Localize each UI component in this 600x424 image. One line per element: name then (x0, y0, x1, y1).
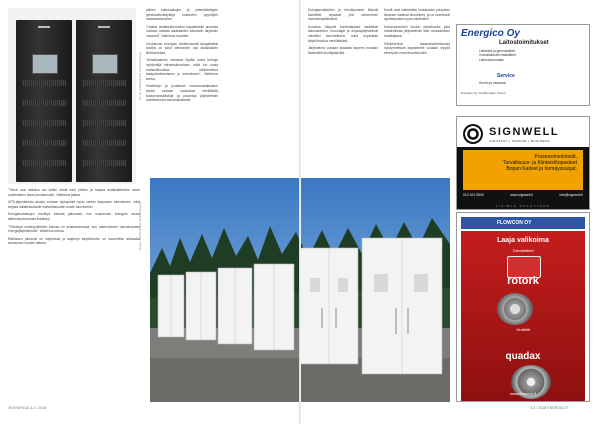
paragraph: Uusiutuvan energian keräämisestä kaupallisiksi tuloiksi on tullut olennainen osa asiakkaiden liiketoimintaa. (146, 41, 218, 55)
signwell-tagline: INDUSTRY | MARINE | BUSINESS (489, 139, 550, 143)
rotork-logo: rotork (507, 275, 539, 287)
signwell-phone[interactable]: 010 321 5500 (463, 193, 484, 197)
paragraph: Sähköverkon tasapainottamisessa hyödynnettävä kapasiteetti voidaan myydä eteenpäin reservimarkkinoille. (384, 41, 450, 55)
copy-line: Bopan Kaiteet ja törmäyssuojat. (506, 166, 577, 173)
server-cabinet (76, 20, 132, 182)
paragraph: Kontit ovat valmistettu kestämään pohjoisen ilmaston vaativat olosuhteet, ja ne soveltuvat sijoitettavaksi myös ulkotiloihin. (384, 8, 450, 22)
signwell-copy (463, 150, 583, 190)
valve-image-icon (497, 293, 533, 325)
paragraph: Kuvassa näkyvät konttiratkaisut sisältävät akkuvaraston, muuntajat ja ohjausjärjestelmät valmiiksi asennettuina, mikä nopeuttaa käyttöönottoa merkittävästi. (308, 24, 378, 43)
paragraph: "Tämä uusi ratkaisu tuo kaikki nämä edut yhteen ja tarjoaa asiakkaillemme aivan uudenlaisen tason joustavuutta", Wahlroos jatkaa. (8, 188, 140, 197)
energico-address: Energico Oy, Teollisuustie, Suomi (461, 91, 506, 95)
energico-service-item: Huolto ja varaosat (479, 81, 506, 85)
copy-line: Prosessimerkinnät, (534, 154, 577, 160)
energico-subtitle: Laitostoimitukset (499, 40, 549, 46)
quadax-logo: quadax (505, 351, 541, 362)
paragraph: Ratkaisun pilotointi on käynnissä ja laajempi käyttöönotto on suunniteltu alkavaksi seuraavan vuoden aikana. (8, 236, 140, 246)
signwell-ad[interactable] (456, 116, 590, 210)
list-item: Laitokset ja generaattorit (479, 49, 516, 53)
paragraph: "Yhteistyö verkkoyhtiöiden kanssa on avainasemassa, kun rakennamme tulevaisuuden energiajärjestelmää", Wahlroos toteaa. (8, 224, 140, 234)
flowcon-logo: FLOWCON OY (497, 220, 532, 226)
paragraph: UPS-järjestelmän akusto voidaan hyödyntää myös verkon taajuuden tukemiseen, mikä tarjoaa datakeskuksille mahdollisuuden uusiin tulovirtoihin. (8, 200, 140, 209)
energico-logo: Energico Oy (461, 28, 520, 39)
copy-line: Turvallisuus- ja Kiinteistöopasteet (502, 160, 577, 167)
paragraph: Energiansäästöön ja tehokkuuteen liittyvät tavoitteet ohjaavat yhä vahvemmin investointipäätöksiä. (308, 8, 378, 22)
flowcon-url[interactable]: www.flowcon.fi (509, 391, 537, 396)
server-cabinets-photo (8, 8, 136, 184)
paragraph: Kokonaisuuteen kuuluu etävalvonta, joka mahdollistaa järjestelmän tilan seuraamisen reaaliajassa. (384, 24, 450, 38)
flowcon-panel (461, 231, 585, 401)
paragraph: "Lisäksi sisäänrakennetun kapasiteetin ansiosta voidaan vastata asiakkaiden kasvaviin tarpeisiin nopeasti", Wahlroos kuvailee. (146, 24, 218, 38)
server-cabinet (16, 20, 72, 182)
list-item: Voimalaitosten lisälaitteet (479, 53, 517, 58)
energico-ad[interactable] (456, 24, 590, 106)
signwell-web[interactable]: www.signwell.fi (510, 193, 533, 197)
signwell-logo-icon (463, 124, 483, 144)
flowcon-subtitle: Toimilaitteet (512, 248, 534, 253)
paragraph: pitkien katkosaikojen ja yhtenäistettyjen generaattorikäyttöjä koskevien pyyntöjen vastaanottaminen. (146, 8, 218, 22)
flowcon-header (461, 217, 585, 229)
paragraph: Energiavarastojen merkitys kasvaa jatkuvasti, kun uusiutuvan energian osuus sähköntuotannosta lisääntyy. (8, 212, 140, 221)
flowcon-subtitle-2: Venttiilit (516, 327, 530, 332)
article-column-c (308, 8, 378, 173)
flowcon-title: Laaja valikoima (497, 237, 549, 244)
signwell-name: SIGNWELL (489, 126, 560, 138)
photo-caption-vertical: Kuva: Arkistokuva (Arkistokuva) (138, 201, 142, 250)
signwell-email[interactable]: info@signwell.fi (559, 193, 583, 197)
energico-service-title: Service (497, 73, 515, 79)
article-column-d (384, 8, 450, 173)
spread-gutter (299, 0, 301, 424)
article-column-a (146, 8, 218, 173)
signwell-contact (463, 193, 583, 197)
photo-caption-vertical: Kuva: Arkistokuva (Arkistokuva) (138, 51, 142, 100)
energico-list (479, 49, 516, 62)
flowcon-ad[interactable] (456, 212, 590, 402)
signwell-footer: VISIBLE SOLUTIONS (495, 204, 551, 208)
article-column-b (8, 188, 140, 402)
page-footer-left: 46 ENERGIA 3-4 / 2018 (8, 406, 47, 410)
paragraph: "Asiakkaamme haluavat löytää uusia keinoja hyödyntää infrastruktuuriaan, mikä luo uusia mahdollisuuksia sähköverkon tasapainottamiseen ja tukemiseen", Wahlroos kertoo. (146, 58, 218, 81)
paragraph: Keskitetyn ja joustavan varavoimaratkaisun avulla voidaan saavuttaa merkittäviä kustannussäästöjä ja parantaa järjestelmän luotettavuutta samanaikaisesti. (146, 84, 218, 103)
paragraph: Järjestelmä voidaan skaalata tarpeen mukaan lisäämällä konttiyksiköitä. (308, 46, 378, 55)
page-footer-right: 3-4 / 2018 ENERGIA 47 (530, 406, 569, 410)
list-item: Laitosautomaatio (479, 57, 505, 62)
